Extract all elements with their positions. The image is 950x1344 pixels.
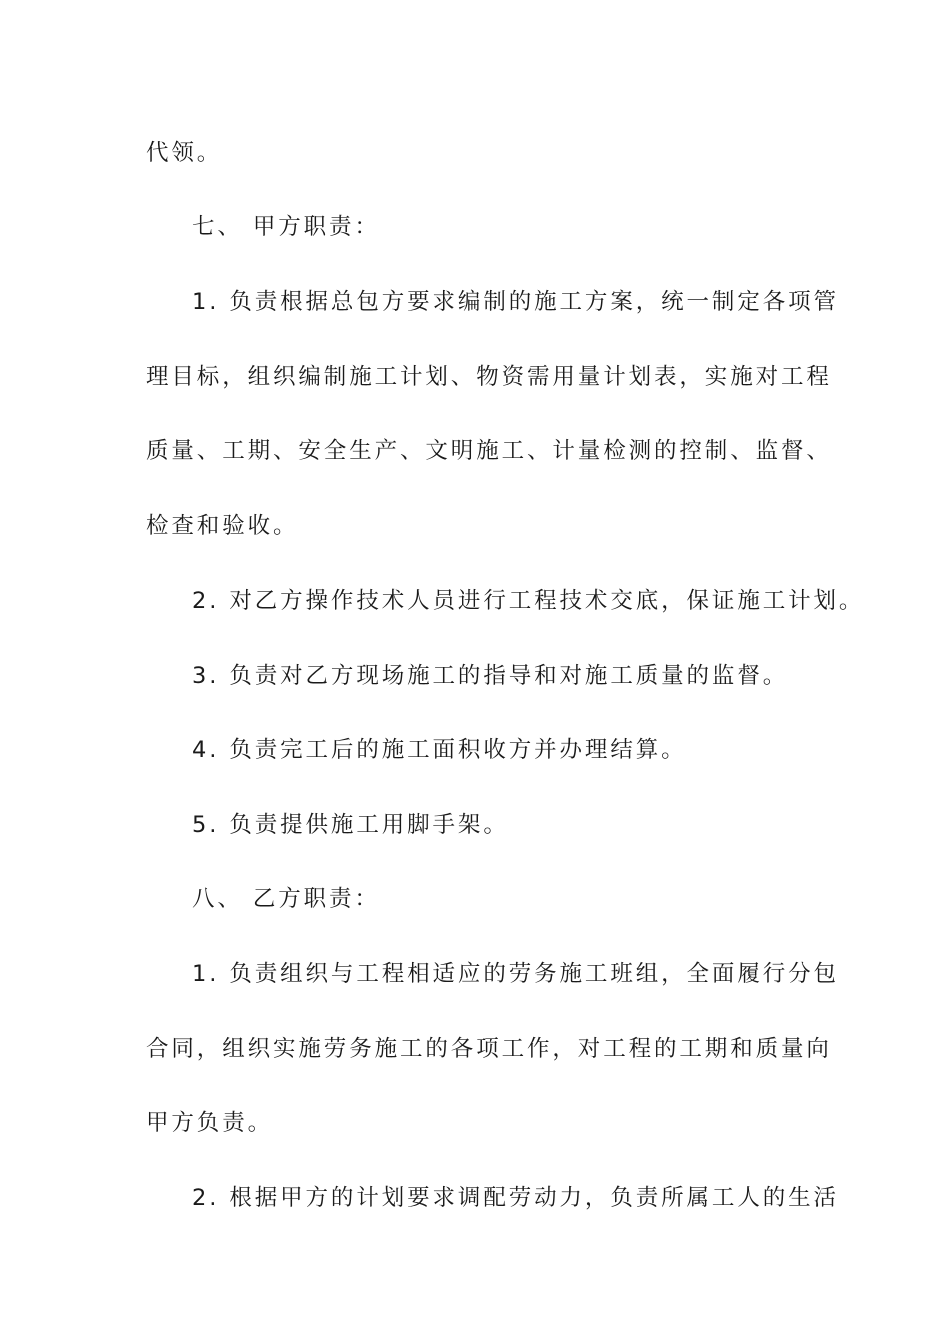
party-b-item-2-line-1: 2. 根据甲方的计划要求调配劳动力，负责所属工人的生活 — [192, 1185, 839, 1211]
party-a-item-5: 5. 负责提供施工用脚手架。 — [192, 812, 509, 838]
party-a-item-3: 3. 负责对乙方现场施工的指导和对施工质量的监督。 — [192, 663, 789, 689]
party-a-item-1-line-3: 质量、工期、安全生产、文明施工、计量检测的控制、监督、 — [146, 438, 832, 464]
section-heading-party-a-duties: 七、 甲方职责： — [192, 214, 380, 240]
section-heading-party-b-duties: 八、 乙方职责： — [192, 886, 380, 912]
party-a-item-1-line-1: 1. 负责根据总包方要求编制的施工方案，统一制定各项管 — [192, 289, 839, 315]
party-a-item-1-line-4: 检查和验收。 — [146, 513, 299, 539]
party-b-item-1-line-2: 合同，组织实施劳务施工的各项工作，对工程的工期和质量向 — [146, 1036, 832, 1062]
party-a-item-4: 4. 负责完工后的施工面积收方并办理结算。 — [192, 737, 687, 763]
party-b-item-1-line-1: 1. 负责组织与工程相适应的劳务施工班组，全面履行分包 — [192, 961, 839, 987]
paragraph-line-continuation: 代领。 — [146, 140, 223, 166]
party-a-item-1-line-2: 理目标，组织编制施工计划、物资需用量计划表，实施对工程 — [146, 364, 832, 390]
party-a-item-2: 2. 对乙方操作技术人员进行工程技术交底，保证施工计划。 — [192, 588, 865, 614]
party-b-item-1-line-3: 甲方负责。 — [146, 1110, 274, 1136]
